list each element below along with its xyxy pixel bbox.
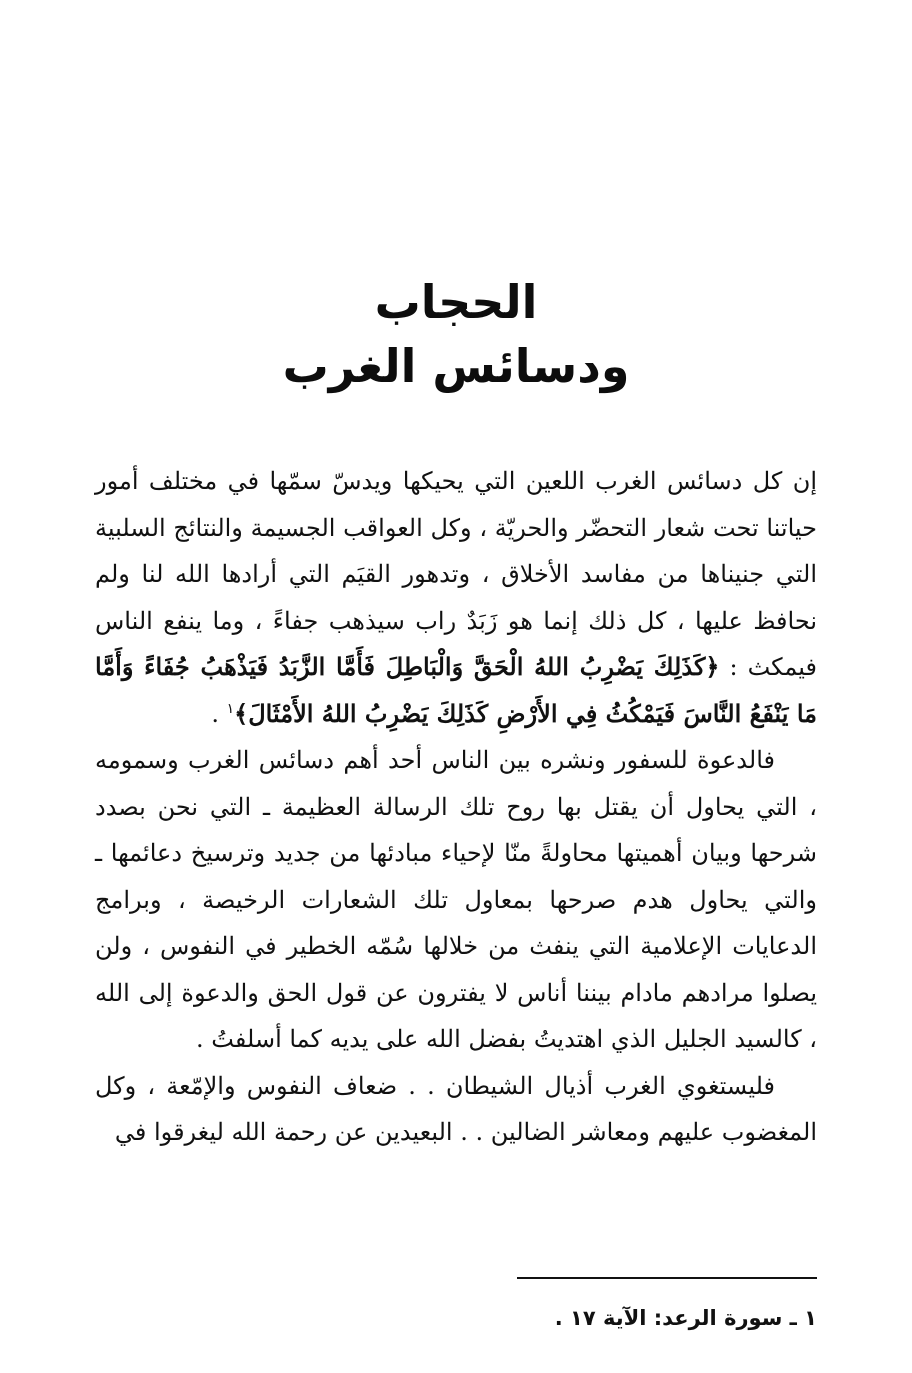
quran-verse: ﴿كَذَلِكَ يَضْرِبُ اللهُ الْحَقَّ وَالْبَاطِلَ فَأَمَّا الزَّبَدُ فَيَذْهَبُ جُفَاءً وَأَمَّا مَا يَنْفَعُ النَّاسَ فَيَمْكُثُ فِي الأَرْضِ كَذَلِكَ يَضْرِبُ اللهُ الأَمْثَالَ﴾ (95, 652, 817, 728)
chapter-title-line-2: ودسائس الغرب (282, 339, 630, 393)
footnote-marker: ١ (226, 700, 235, 717)
chapter-title (0, 270, 912, 398)
footnote: ١ ـ سورة الرعد: الآية ١٧ . (554, 1306, 817, 1330)
body-text (95, 458, 817, 1156)
chapter-title-line-1: الحجاب (374, 275, 538, 329)
paragraph-2: فالدعوة للسفور ونشره بين الناس أحد أهم دسائس الغرب وسمومه ، التي يحاول أن يقتل بها روح تلك الرسالة العظيمة ـ التي نحن بصدد شرحها وبيان أهميتها محاولةً منّا لإحياء مبادئها من جديد وترسيخ دعائمها ـ والتي يحاول هدم صرحها بمعاول تلك الشعارات الرخيصة ، وبرامج الدعايات الإعلامية التي ينفث من خلالها سُمّه الخطير في النفوس ، ولن يصلوا مرادهم مادام بيننا أناس لا يفترون عن قول الحق والدعوة إلى الله ، كالسيد الجليل الذي اهتديتُ بفضل الله على يديه كما أسلفتُ . (95, 746, 817, 1053)
paragraph-1 (95, 458, 817, 737)
footnote-divider (517, 1277, 817, 1279)
paragraph-1-end: . (211, 699, 227, 728)
paragraph-1-text: إن كل دسائس الغرب اللعين التي يحيكها ويدسّ سمّها في مختلف أمور حياتنا تحت شعار التحضّر والحريّة ، وكل العواقب الجسيمة والنتائج السلبية التي جنيناها من مفاسد الأخلاق ، وتدهور القيَم التي أرادها الله لنا ولم نحافظ عليها ، كل ذلك إنما هو زَبَدٌ راب سيذهب جفاءً ، وما ينفع الناس فيمكث : (95, 467, 817, 681)
paragraph-3: فليستغوي الغرب أذيال الشيطان . . ضعاف النفوس والإمّعة ، وكل المغضوب عليهم ومعاشر الضالين . . البعيدين عن رحمة الله ليغرقوا في (95, 1071, 817, 1146)
